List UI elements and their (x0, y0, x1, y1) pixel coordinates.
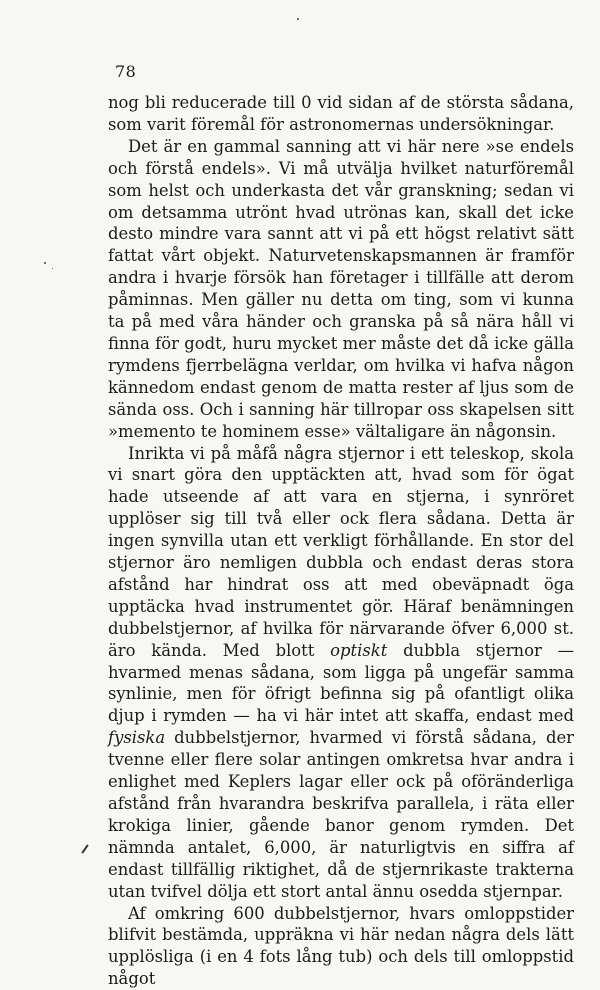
text-segment: Inrikta vi på måfå några stjernor i ett teleskop, skola vi snart göra den upptäckten att, hvad som för ögat hade utseende af att vara en stjerna, i synröret upplöser sig till två eller ock flera sådana. Detta är ingen synvilla utan ett verkligt förhållande. En stor del stjernor äro nemligen dubbla och endast deras stora afstånd har hindrat oss att med obeväpnadt öga upptäcka hvad instrumentet gör. Häraf benämningen dubbelstjernor, af hvilka för närvarande öfver 6,000 st. äro kända. Med blott (108, 443, 574, 660)
text-segment: dubbla stjernor — hvarmed menas sådana, som ligga på ungefär samma synlinie, men för öfrigt befinna sig på ofantligt olika djup i rymden — ha vi här intet att skaffa, endast med (108, 640, 574, 726)
paragraph-3 (108, 443, 574, 903)
italic-term-optiskt: optiskt (330, 640, 388, 660)
paper-speck (52, 268, 53, 269)
paper-speck (44, 262, 46, 264)
text-segment: Af omkring 600 dubbelstjernor, hvars omloppstider blifvit bestämda, uppräkna vi här nedan några dels lätt upplösliga (i en 4 fots lång tub) och dels till omloppstid något (108, 903, 574, 989)
italic-term-fysiska: fysiska (108, 728, 166, 748)
page-number: 78 (115, 62, 137, 81)
text-segment: dubbelstjernor, hvarmed vi förstå sådana, der tvenne eller flere solar antingen omkretsa hvar andra i enlighet med Keplers lagar eller ock på oföränderliga afstånd från hvarandra beskrifva parallela, i räta eller krokiga linier, gående banor genom rymden. Det nämnda antalet, 6,000, är naturligtvis en siffra af endast tillfällig riktighet, då de stjernrikaste trakterna utan tvifvel dölja ett stort antal ännu osedda stjernpar. (108, 728, 574, 901)
text-segment: Det är en gammal sanning att vi här nere »se endels och förstå endels». Vi må utvälja hvilket naturföremål som helst och underkasta det vår granskning; sedan vi om detsamma utrönt hvad utrönas kan, skall det icke desto mindre vara sannt att vi på ett högst relativt sätt fattat vårt objekt. Naturvetenskapsmannen är framför andra i hvarje försök han företager i tillfälle att derom påminnas. Men gäller nu detta om ting, som vi kunna ta på med våra händer och granska på så nära håll vi finna för godt, huru mycket mer måste det då icke gälla rymdens fjerrbelägna verldar, om hvilka vi hafva någon kännedom endast genom de matta rester af ljus som de sända oss. Och i sanning här tillropar oss skapelsen sitt »memento te hominem esse» vältaligare än någonsin. (108, 136, 574, 441)
text-segment: nog bli reducerade till 0 vid sidan af de största sådana, som varit föremål för astronomernas undersökningar. (108, 93, 574, 134)
page-body (108, 92, 574, 990)
paragraph-1 (108, 92, 574, 136)
paper-speck (297, 18, 299, 20)
paragraph-4 (108, 903, 574, 990)
paragraph-2 (108, 136, 574, 443)
margin-pencil-mark (81, 844, 88, 853)
